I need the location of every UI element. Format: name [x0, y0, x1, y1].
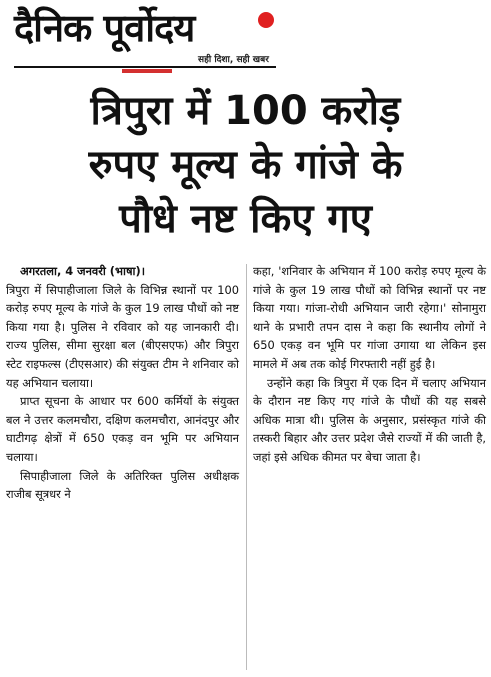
headline-line-2: रुपए मूल्य के गांजे के — [88, 142, 403, 188]
article-paragraph: प्राप्त सूचना के आधार पर 600 कर्मियों के संयुक्त बल ने उत्तर कलमचौरा, दक्षिण कलमचौरा, आनंदपुर और घाटीगढ़ क्षेत्रों में 650 एकड़ वन भूमि पर अभियान चलाया। — [6, 394, 239, 464]
article-column-left — [6, 262, 239, 504]
column-divider — [246, 264, 247, 670]
article-headline — [10, 84, 481, 246]
headline-line-3: पौधे नष्ट किए गए — [119, 196, 372, 242]
article-paragraph: कहा, 'शनिवार के अभियान में 100 करोड़ रुपए मूल्य के गांजे के कुल 19 लाख पौधों को विभिन्न स्थानों पर नष्ट किया गया। गांजा-रोधी अभियान जारी रहेगा।' सोनामुरा थाने के प्रभारी तपन दास ने कहा कि स्थानीय लोगों ने 650 एकड़ वन भूमि पर गांजा उगाया था लेकिन इस मामले में अब तक कोई गिरफ्तारी नहीं हुई है। — [253, 264, 486, 371]
masthead — [0, 0, 491, 76]
article-paragraph: उन्होंने कहा कि त्रिपुरा में एक दिन में चलाए अभियान के दौरान नष्ट किए गए गांजे के पौधों की यह सबसे अधिक मात्रा थी। पुलिस के अनुसार, प्रसंस्कृत गांजे की तस्करी बिहार और उत्तर प्रदेश जैसे राज्यों में की जाती है, जहां इसे अधिक कीमत पर बेचा जाता है। — [253, 375, 486, 464]
article-paragraph: त्रिपुरा में सिपाहीजाला जिले के विभिन्न स्थानों पर 100 करोड़ रुपए मूल्य के गांजे के कुल 19 लाख पौधों को नष्ट किया गया है। पुलिस ने रविवार को यह जानकारी दी। राज्य पुलिस, सीमा सुरक्षा बल (बीएसएफ) और त्रिपुरा स्टेट राइफल्स (टीएसआर) की संयुक्त टीम ने शनिवार को यह अभियान चलाया। — [6, 282, 239, 390]
article-column-right — [253, 262, 486, 467]
sun-logo-icon — [258, 12, 274, 28]
masthead-tagline: सही दिशा, सही खबर — [198, 55, 269, 65]
newspaper-logo: दैनिक पूर्वोदय — [14, 6, 195, 50]
article-dateline: अगरतला, 4 जनवरी (भाषा)। — [20, 264, 146, 278]
article-paragraph: सिपाहीजाला जिले के अतिरिक्त पुलिस अधीक्षक राजीब सूत्रधर ने — [6, 468, 239, 502]
masthead-red-strip — [122, 69, 172, 73]
masthead-rule — [14, 66, 276, 68]
headline-line-1: त्रिपुरा में 100 करोड़ — [90, 88, 401, 134]
